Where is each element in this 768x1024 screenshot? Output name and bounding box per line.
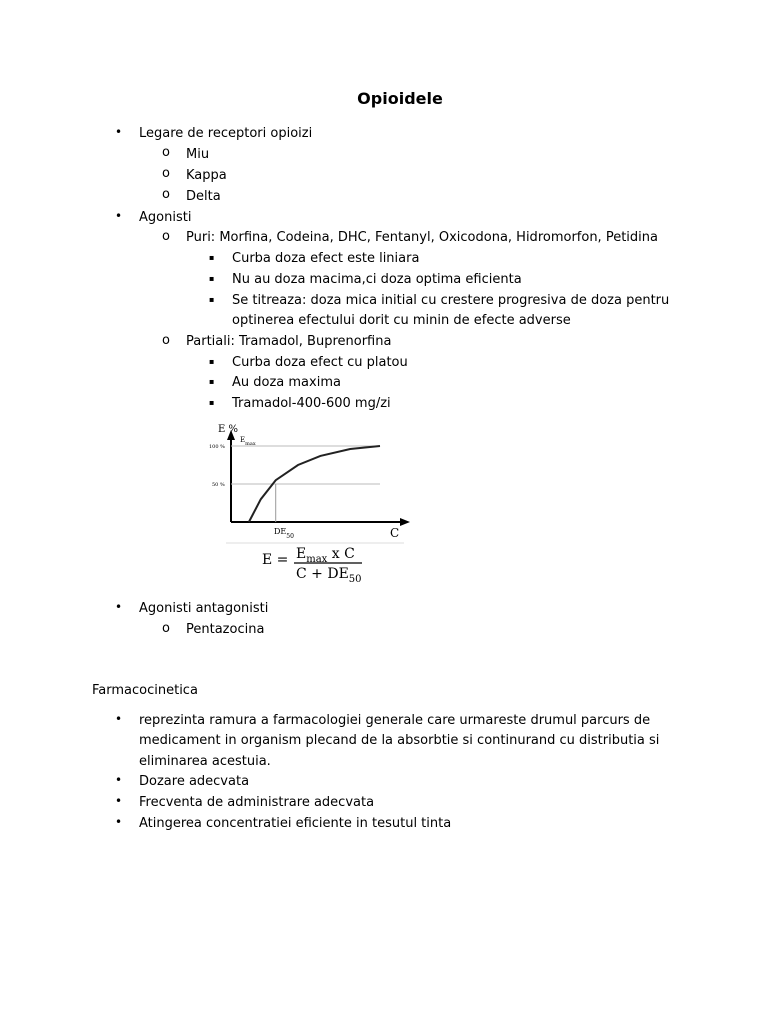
de50-label: $DE_{50}$: [274, 527, 294, 540]
bullet-icon: o: [162, 621, 170, 636]
bullet-icon: o: [162, 187, 170, 202]
list-item-continuation: eliminarea acestuia.: [139, 754, 271, 769]
bullet-icon: o: [162, 145, 170, 160]
list-item: Au doza maxima: [232, 375, 341, 390]
bullet-icon: o: [162, 166, 170, 181]
dose-effect-figure: [204, 418, 414, 592]
list-item: Curba doza efect este liniara: [232, 251, 420, 266]
bullet-icon: ▪: [209, 274, 215, 283]
y-tick-label: 100 %: [209, 444, 225, 450]
list-item: Agonisti antagonisti: [139, 601, 269, 616]
bullet-icon: ▪: [209, 377, 215, 386]
list-item: Kappa: [186, 168, 227, 183]
list-item: Delta: [186, 189, 221, 204]
y-tick-label: 50 %: [212, 482, 225, 488]
list-item: Se titreaza: doza mica initial cu crestere progresiva de doza pentru: [232, 293, 670, 308]
bullet-icon: ▪: [209, 398, 215, 407]
bullet-icon: •: [115, 712, 123, 726]
list-item: Partiali: Tramadol, Buprenorfina: [186, 334, 392, 349]
list-item: Miu: [186, 147, 210, 162]
formula-lhs: E =: [262, 552, 289, 568]
bullet-icon: o: [162, 333, 170, 348]
list-item: Curba doza efect cu platou: [232, 355, 408, 370]
bullet-icon: o: [162, 229, 170, 244]
list-item-continuation: optinerea efectului dorit cu minin de efecte adverse: [232, 313, 571, 328]
list-item: Tramadol-400-600 mg/zi: [232, 396, 391, 411]
list-item-continuation: medicament in organism plecand de la absorbtie si continurand cu distributia si: [139, 733, 660, 748]
list-item: Legare de receptori opioizi: [139, 126, 313, 141]
page-title: Opioidele: [357, 89, 443, 108]
list-item: reprezinta ramura a farmacologiei generale care urmareste drumul parcurs de: [139, 713, 651, 728]
list-item: Agonisti: [139, 210, 192, 225]
list-item: Dozare adecvata: [139, 774, 250, 789]
list-item: Pentazocina: [186, 622, 265, 637]
bullet-icon: ▪: [209, 253, 215, 262]
x-axis-label: C: [390, 526, 400, 540]
y-axis-label: E %: [218, 424, 238, 435]
emax-label: $E_{max}$: [240, 436, 256, 447]
bullet-icon: •: [115, 125, 123, 139]
section-heading: Farmacocinetica: [92, 683, 198, 698]
formula-denominator: $C + DE_{50}$: [296, 566, 362, 585]
bullet-icon: •: [115, 600, 123, 614]
formula-numerator: $E_{max}$ x C: [296, 546, 355, 565]
list-item: Nu au doza macima,ci doza optima eficienta: [232, 272, 522, 287]
bullet-icon: ▪: [209, 357, 215, 366]
list-item: Frecventa de administrare adecvata: [139, 795, 375, 810]
bullet-icon: •: [115, 773, 123, 787]
bullet-icon: ▪: [209, 295, 215, 304]
bullet-icon: •: [115, 209, 123, 223]
list-item: Puri: Morfina, Codeina, DHC, Fentanyl, Oxicodona, Hidromorfon, Petidina: [186, 230, 658, 245]
bullet-icon: •: [115, 794, 123, 808]
list-item: Atingerea concentratiei eficiente in tesutul tinta: [139, 816, 452, 831]
bullet-icon: •: [115, 815, 123, 829]
dose-effect-chart: [204, 418, 414, 588]
